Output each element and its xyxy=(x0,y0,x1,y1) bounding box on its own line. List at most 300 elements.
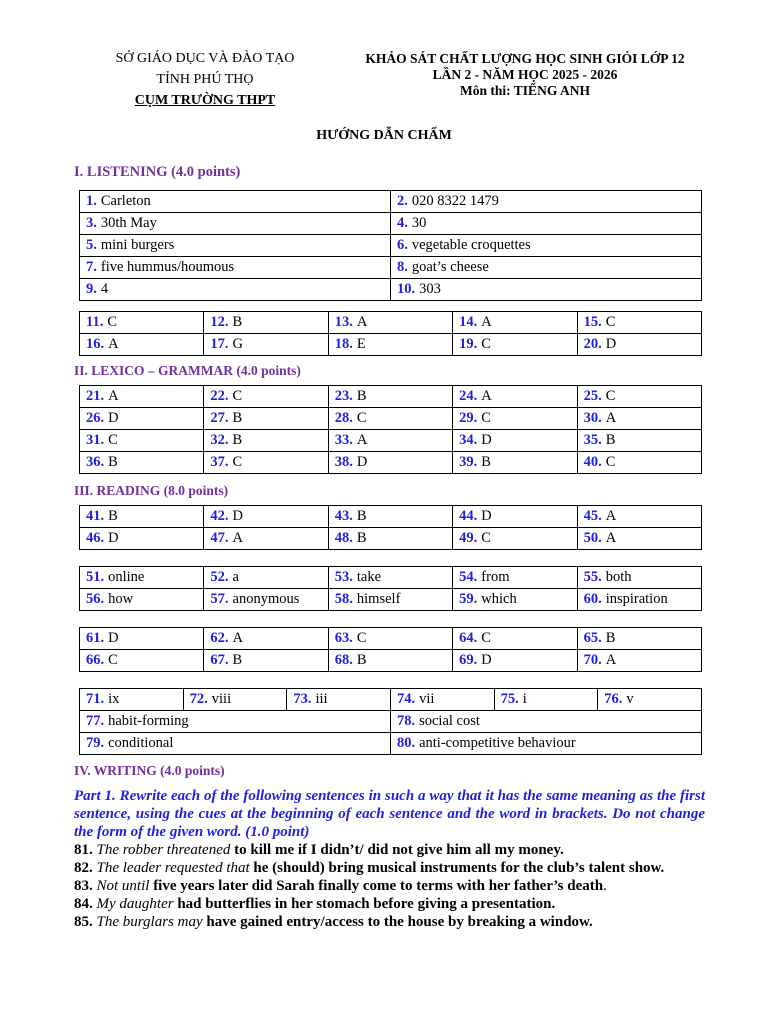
answer-cell xyxy=(204,430,328,452)
answer-text: B xyxy=(356,652,367,668)
question-number: 61. xyxy=(86,630,105,646)
answer-text: C xyxy=(605,314,616,330)
answer-cell xyxy=(183,689,287,711)
question-number: 49. xyxy=(459,530,478,546)
table-row xyxy=(80,257,702,279)
header-right xyxy=(330,51,720,99)
answer-text: B xyxy=(481,454,491,470)
question-number: 22. xyxy=(210,388,229,404)
answer-cell xyxy=(453,528,577,550)
answer-cell xyxy=(80,279,391,301)
question-number: 74. xyxy=(396,691,416,707)
answer-cell xyxy=(391,279,702,301)
table-row xyxy=(80,213,702,235)
table-row xyxy=(80,528,702,550)
question-number: 37. xyxy=(210,454,229,470)
exam-subject: Môn thi: TIẾNG ANH xyxy=(460,83,590,98)
answer-text: A xyxy=(356,432,368,448)
question-number: 68. xyxy=(334,652,353,668)
question-number: 18. xyxy=(334,336,353,352)
answer-text: A xyxy=(605,508,617,524)
question-number: 7. xyxy=(86,259,97,275)
answer-cell xyxy=(494,689,598,711)
answer-cell xyxy=(453,567,577,589)
question-number: 51. xyxy=(86,569,105,585)
answer-cell xyxy=(577,408,701,430)
question-number: 38. xyxy=(334,454,353,470)
answer-cell xyxy=(80,452,204,474)
question-number: 23. xyxy=(334,388,353,404)
answer-cell xyxy=(577,528,701,550)
school-cluster: CỤM TRƯỜNG THPT xyxy=(134,93,276,108)
question-number: 82. xyxy=(74,860,97,876)
question-number: 57. xyxy=(210,591,229,607)
answer-text: C xyxy=(356,630,367,646)
section-listening: I. LISTENING (4.0 points) xyxy=(74,164,241,180)
question-number: 8. xyxy=(397,259,408,275)
question-number: 43. xyxy=(334,508,353,524)
answer-cell xyxy=(453,650,577,672)
answer-cell xyxy=(598,689,702,711)
question-number: 56. xyxy=(86,591,105,607)
answer-text: B xyxy=(232,314,243,330)
answer-cell xyxy=(453,589,577,611)
question-number: 3. xyxy=(86,215,97,231)
answer-text: goat’s cheese xyxy=(411,259,489,275)
answer-text: viii xyxy=(211,691,232,707)
table-row xyxy=(80,312,702,334)
answer-cell xyxy=(577,430,701,452)
answer-cell xyxy=(80,711,391,733)
answer-cell xyxy=(80,528,204,550)
answer-text: A xyxy=(108,336,119,352)
question-number: 26. xyxy=(86,410,105,426)
answer-text: to kill me if I didn’t/ did not give him all my money. xyxy=(234,842,564,858)
answer-text: five years later did Sarah finally come to terms with her father’s death xyxy=(153,878,604,894)
answer-text: C xyxy=(108,432,118,448)
answer-text: C xyxy=(481,630,491,646)
question-number: 63. xyxy=(334,630,353,646)
question-number: 80. xyxy=(396,735,416,751)
answer-text: C xyxy=(605,388,616,404)
province-name: TỈNH PHÚ THỌ xyxy=(156,72,254,87)
question-number: 62. xyxy=(210,630,229,646)
answer-text: B xyxy=(356,388,367,404)
answer-cell xyxy=(577,452,701,474)
answer-text: D xyxy=(605,336,617,352)
answer-cell xyxy=(328,589,452,611)
question-number: 75. xyxy=(500,691,519,707)
question-number: 76. xyxy=(604,691,623,707)
answer-cell xyxy=(80,257,391,279)
answer-cell xyxy=(80,567,204,589)
answer-cell xyxy=(80,589,204,611)
question-number: 20. xyxy=(583,336,602,352)
question-number: 58. xyxy=(334,591,353,607)
answer-cell xyxy=(328,430,452,452)
listening-table-part2 xyxy=(79,311,702,356)
answer-text: B xyxy=(232,432,243,448)
answer-cell xyxy=(453,312,577,334)
answer-cell xyxy=(80,408,204,430)
sentence-cue: The robber threatened xyxy=(96,842,235,858)
answer-text: five hummus/houmous xyxy=(100,259,235,275)
answer-text: 30 xyxy=(411,215,427,231)
question-number: 64. xyxy=(459,630,478,646)
answer-text: A xyxy=(605,410,617,426)
answer-cell xyxy=(204,506,328,528)
answer-cell xyxy=(328,408,452,430)
reading-table-part4 xyxy=(79,688,702,755)
question-number: 13. xyxy=(334,314,353,330)
question-number: 30. xyxy=(583,410,602,426)
question-number: 11. xyxy=(86,314,104,330)
answer-cell xyxy=(390,711,701,733)
question-number: 65. xyxy=(583,630,602,646)
answer-text: conditional xyxy=(108,735,174,751)
answer-text: ix xyxy=(108,691,120,707)
question-number: 24. xyxy=(459,388,478,404)
question-number: 12. xyxy=(210,314,229,330)
sentence-end: . xyxy=(603,878,607,894)
question-number: 71. xyxy=(86,691,105,707)
answer-text: B xyxy=(232,410,243,426)
answer-text: D xyxy=(481,652,492,668)
answer-cell xyxy=(80,506,204,528)
answer-cell xyxy=(287,689,391,711)
answer-cell xyxy=(204,589,328,611)
answer-cell xyxy=(577,312,701,334)
answer-text: both xyxy=(605,569,632,585)
table-row xyxy=(80,386,702,408)
question-number: 33. xyxy=(334,432,353,448)
question-number: 14. xyxy=(459,314,478,330)
section-lexico-grammar: II. LEXICO – GRAMMAR (4.0 points) xyxy=(74,363,301,378)
answer-cell xyxy=(80,430,204,452)
answer-cell xyxy=(328,506,452,528)
question-number: 29. xyxy=(459,410,478,426)
answer-text: C xyxy=(481,530,491,546)
question-number: 59. xyxy=(459,591,478,607)
answer-cell xyxy=(204,452,328,474)
answer-cell xyxy=(453,628,577,650)
answer-cell xyxy=(390,689,494,711)
answer-text: vii xyxy=(419,691,435,707)
table-row xyxy=(80,733,702,755)
question-number: 21. xyxy=(86,388,105,404)
question-number: 60. xyxy=(583,591,602,607)
answer-text: B xyxy=(356,530,367,546)
answer-cell xyxy=(328,628,452,650)
sentence-cue: My daughter xyxy=(96,896,178,912)
answer-text: A xyxy=(108,388,119,404)
page-title: HƯỚNG DẪN CHẤM xyxy=(316,128,452,143)
writing-part1-instructions: Part 1. Rewrite each of the following sentences in such a way that it has the same meaning as the first sentence, using the cues at the beginning of each sentence and the word in brackets. Do not change the form of the given word. (1.0 point) xyxy=(74,788,705,840)
answer-cell xyxy=(328,452,452,474)
question-number: 44. xyxy=(459,508,478,524)
answer-cell xyxy=(80,689,184,711)
answer-text: D xyxy=(481,432,492,448)
answer-cell xyxy=(577,650,701,672)
section-writing: IV. WRITING (4.0 points) xyxy=(74,763,225,778)
answer-text: D xyxy=(108,410,119,426)
question-number: 54. xyxy=(459,569,478,585)
answer-cell xyxy=(577,386,701,408)
question-number: 42. xyxy=(210,508,229,524)
table-row xyxy=(80,506,702,528)
answer-cell xyxy=(453,430,577,452)
answer-text: C xyxy=(107,314,117,330)
answer-text: B xyxy=(605,432,616,448)
table-row xyxy=(80,235,702,257)
answer-text: B xyxy=(356,508,367,524)
exam-title: KHẢO SÁT CHẤT LƯỢNG HỌC SINH GIỎI LỚP 12 xyxy=(365,51,685,66)
question-number: 69. xyxy=(459,652,478,668)
answer-text: inspiration xyxy=(605,591,668,607)
table-row xyxy=(80,430,702,452)
answer-text: mini burgers xyxy=(100,237,175,253)
sentence-cue: The burglars may xyxy=(96,914,207,930)
question-number: 15. xyxy=(583,314,602,330)
table-row xyxy=(80,279,702,301)
answer-text: 020 8322 1479 xyxy=(411,193,499,209)
question-number: 5. xyxy=(86,237,97,253)
answer-text: B xyxy=(108,454,118,470)
answer-text: A xyxy=(232,530,243,546)
answer-text: i xyxy=(522,691,527,707)
answer-text: habit-forming xyxy=(108,713,189,729)
question-number: 79. xyxy=(86,735,105,751)
answer-cell xyxy=(328,528,452,550)
answer-text: how xyxy=(108,591,134,607)
answer-cell xyxy=(453,334,577,356)
table-row xyxy=(80,628,702,650)
question-number: 55. xyxy=(583,569,602,585)
question-number: 6. xyxy=(397,237,408,253)
answer-text: A xyxy=(481,314,492,330)
answer-text: C xyxy=(356,410,367,426)
answer-cell xyxy=(453,506,577,528)
answer-cell xyxy=(577,334,701,356)
answer-cell xyxy=(453,452,577,474)
answer-text: vegetable croquettes xyxy=(411,237,531,253)
answer-cell xyxy=(204,386,328,408)
answer-text: A xyxy=(356,314,368,330)
answer-text: C xyxy=(605,454,616,470)
answer-cell xyxy=(577,506,701,528)
reading-table-part2 xyxy=(79,566,702,611)
answer-text: take xyxy=(356,569,382,585)
question-number: 19. xyxy=(459,336,478,352)
question-number: 78. xyxy=(396,713,416,729)
question-number: 17. xyxy=(210,336,229,352)
answer-text: D xyxy=(232,508,243,524)
answer-cell xyxy=(80,235,391,257)
department-name: SỞ GIÁO DỤC VÀ ĐÀO TẠO xyxy=(115,51,295,66)
listening-table-part1 xyxy=(79,190,702,301)
answer-text: A xyxy=(605,652,617,668)
answer-text: C xyxy=(481,336,491,352)
answer-cell xyxy=(328,334,452,356)
reading-table-part1 xyxy=(79,505,702,550)
sentence-cue: The leader requested that xyxy=(96,860,254,876)
table-row xyxy=(80,334,702,356)
answer-cell xyxy=(204,628,328,650)
question-number: 73. xyxy=(293,691,312,707)
question-number: 50. xyxy=(583,530,602,546)
question-number: 1. xyxy=(86,193,97,209)
answer-text: D xyxy=(108,630,119,646)
answer-cell xyxy=(577,628,701,650)
answer-text: B xyxy=(605,630,616,646)
answer-cell xyxy=(80,334,204,356)
answer-cell xyxy=(80,733,391,755)
answer-text: had butterflies in her stomach before giving a presentation. xyxy=(177,896,556,912)
answer-text: anti-competitive behaviour xyxy=(419,735,576,751)
table-row xyxy=(80,650,702,672)
answer-cell xyxy=(80,628,204,650)
table-row xyxy=(80,711,702,733)
question-number: 32. xyxy=(210,432,229,448)
answer-text: anonymous xyxy=(232,591,300,607)
answer-text: C xyxy=(232,454,243,470)
header-left xyxy=(90,48,320,111)
question-number: 36. xyxy=(86,454,105,470)
question-number: 34. xyxy=(459,432,478,448)
answer-text: he (should) bring musical instruments for the club’s talent show. xyxy=(253,860,665,876)
answer-cell xyxy=(80,650,204,672)
answer-cell xyxy=(204,567,328,589)
question-number: 53. xyxy=(334,569,353,585)
question-number: 85. xyxy=(74,914,97,930)
answer-cell xyxy=(204,408,328,430)
writing-answer-item xyxy=(74,913,705,931)
answer-cell xyxy=(328,386,452,408)
answer-text: A xyxy=(605,530,617,546)
answer-text: himself xyxy=(356,591,401,607)
answer-text: D xyxy=(356,454,368,470)
table-row xyxy=(80,408,702,430)
answer-text: C xyxy=(481,410,491,426)
answer-text: online xyxy=(108,569,145,585)
question-number: 66. xyxy=(86,652,105,668)
question-number: 35. xyxy=(583,432,602,448)
table-row xyxy=(80,567,702,589)
table-row xyxy=(80,589,702,611)
answer-text: have gained entry/access to the house by breaking a window. xyxy=(206,914,593,930)
answer-text: 4 xyxy=(100,281,109,297)
reading-table-part3 xyxy=(79,627,702,672)
answer-cell xyxy=(391,213,702,235)
answer-text: a xyxy=(232,569,239,585)
sentence-cue: Not until xyxy=(96,878,154,894)
question-number: 4. xyxy=(397,215,408,231)
answer-text: which xyxy=(481,591,517,607)
answer-cell xyxy=(391,191,702,213)
question-number: 46. xyxy=(86,530,105,546)
question-number: 47. xyxy=(210,530,229,546)
writing-part1 xyxy=(74,787,705,931)
answer-cell xyxy=(453,408,577,430)
answer-cell xyxy=(453,386,577,408)
question-number: 25. xyxy=(583,388,602,404)
answer-cell xyxy=(80,386,204,408)
writing-answer-item xyxy=(74,895,705,913)
answer-text: 30th May xyxy=(100,215,157,231)
question-number: 70. xyxy=(583,652,602,668)
answer-text: D xyxy=(108,530,119,546)
question-number: 2. xyxy=(397,193,408,209)
question-number: 16. xyxy=(86,336,105,352)
answer-text: A xyxy=(481,388,492,404)
answer-text: G xyxy=(232,336,243,352)
question-number: 72. xyxy=(189,691,208,707)
document-header xyxy=(0,48,768,118)
table-row xyxy=(80,452,702,474)
question-number: 48. xyxy=(334,530,353,546)
section-reading: III. READING (8.0 points) xyxy=(74,483,229,498)
question-number: 67. xyxy=(210,652,229,668)
answer-cell xyxy=(391,235,702,257)
answer-cell xyxy=(328,567,452,589)
question-number: 52. xyxy=(210,569,229,585)
lexico-table xyxy=(79,385,702,474)
table-row xyxy=(80,689,702,711)
answer-text: v xyxy=(626,691,634,707)
table-row xyxy=(80,191,702,213)
answer-cell xyxy=(204,312,328,334)
answer-text: social cost xyxy=(419,713,480,729)
answer-text: iii xyxy=(315,691,328,707)
answer-text: from xyxy=(481,569,510,585)
question-number: 10. xyxy=(397,281,416,297)
answer-text: C xyxy=(232,388,243,404)
exam-round: LẦN 2 - NĂM HỌC 2025 - 2026 xyxy=(432,67,618,82)
question-number: 41. xyxy=(86,508,105,524)
writing-answer-item xyxy=(74,841,705,859)
answer-text: B xyxy=(108,508,118,524)
question-number: 27. xyxy=(210,410,229,426)
question-number: 45. xyxy=(583,508,602,524)
question-number: 28. xyxy=(334,410,353,426)
question-number: 9. xyxy=(86,281,97,297)
answer-text: C xyxy=(108,652,118,668)
question-number: 31. xyxy=(86,432,105,448)
answer-cell xyxy=(577,589,701,611)
answer-cell xyxy=(328,650,452,672)
writing-answer-item xyxy=(74,877,705,895)
question-number: 40. xyxy=(583,454,602,470)
answer-text: E xyxy=(356,336,366,352)
answer-text: 303 xyxy=(419,281,441,297)
answer-text: Carleton xyxy=(100,193,151,209)
answer-cell xyxy=(204,334,328,356)
writing-answers xyxy=(74,841,705,931)
answer-cell xyxy=(390,733,701,755)
answer-cell xyxy=(577,567,701,589)
answer-cell xyxy=(80,191,391,213)
answer-text: D xyxy=(481,508,492,524)
answer-cell xyxy=(391,257,702,279)
writing-answer-item xyxy=(74,859,705,877)
question-number: 83. xyxy=(74,878,97,894)
answer-text: A xyxy=(232,630,243,646)
question-number: 81. xyxy=(74,842,97,858)
question-number: 84. xyxy=(74,896,97,912)
answer-text: B xyxy=(232,652,243,668)
answer-cell xyxy=(204,528,328,550)
answer-cell xyxy=(328,312,452,334)
